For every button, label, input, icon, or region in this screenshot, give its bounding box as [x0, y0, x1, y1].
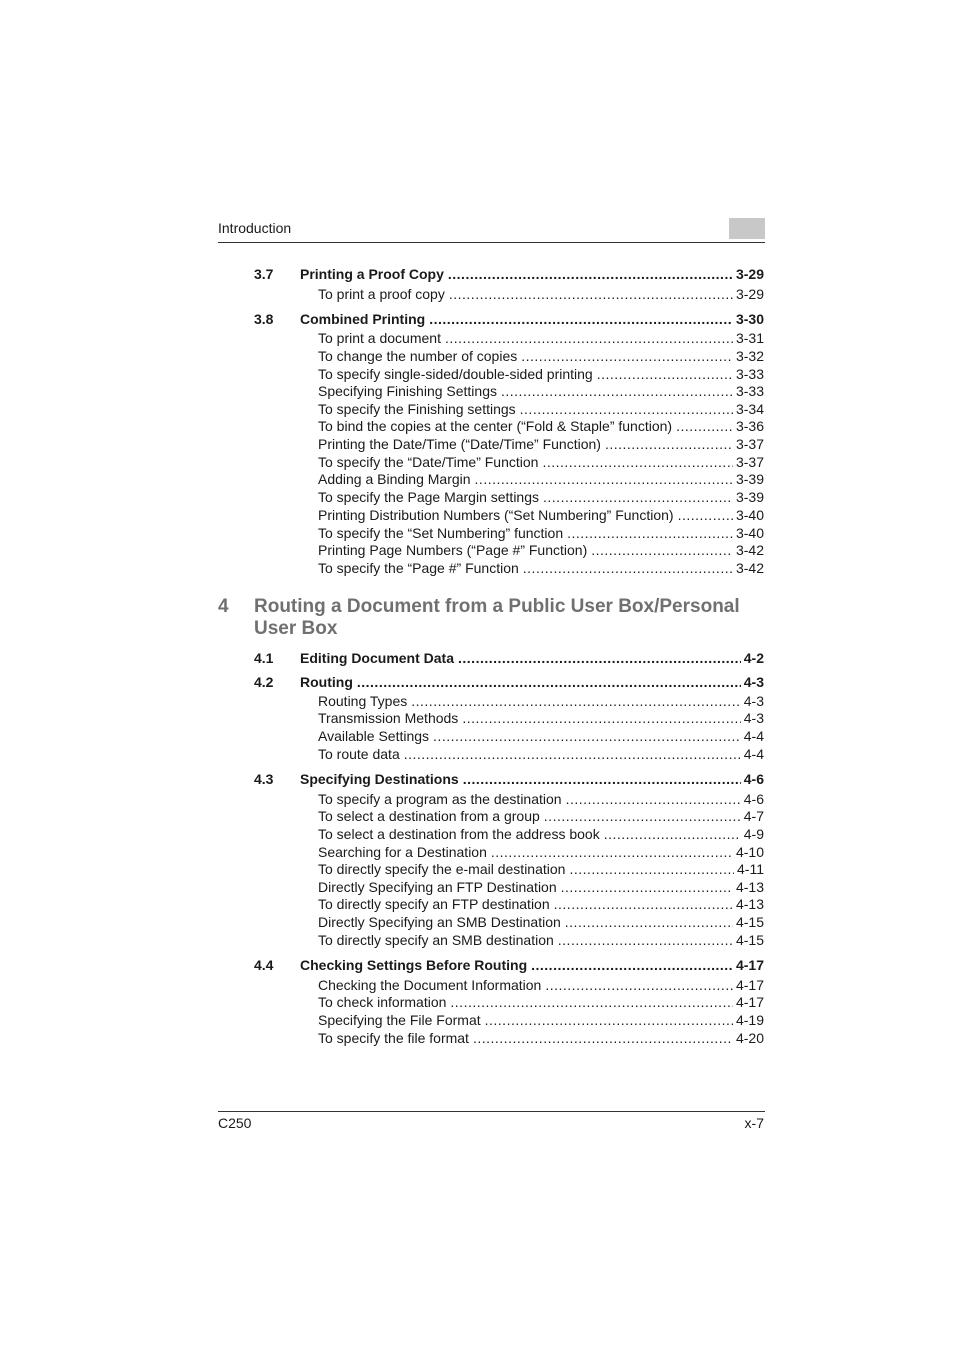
toc-dot-leader — [604, 826, 741, 843]
toc-page-number: 3-29 — [735, 286, 764, 302]
toc-subentry[interactable] — [318, 728, 764, 745]
toc-dot-leader — [605, 436, 733, 453]
toc-dot-leader — [542, 454, 733, 471]
toc-entry-title: To specify the “Set Numbering” function — [318, 525, 564, 541]
chapter-title-line-2: User Box — [254, 618, 338, 639]
toc-page-number: 3-31 — [735, 330, 764, 346]
toc-dot-leader — [491, 844, 733, 861]
toc-entry-title: To directly specify the e-mail destination — [318, 861, 566, 877]
toc-section-number: 4.4 — [254, 957, 274, 973]
toc-page-number: 3-33 — [735, 383, 764, 399]
toc-dot-leader — [591, 542, 733, 559]
toc-entry-title: Printing Distribution Numbers (“Set Numbering” Function) — [318, 507, 674, 523]
toc-page-number: 3-40 — [735, 525, 764, 541]
toc-dot-leader — [597, 366, 733, 383]
toc-dot-leader — [501, 383, 733, 400]
toc-page-number: 4-20 — [735, 1030, 764, 1046]
toc-dot-leader — [520, 401, 733, 418]
toc-page-number: 4-4 — [743, 728, 764, 744]
toc-subentry[interactable] — [318, 1012, 764, 1029]
toc-page-number: 3-37 — [735, 436, 764, 452]
toc-dot-leader — [448, 266, 733, 283]
toc-entry-title: Specifying Destinations — [300, 771, 459, 787]
toc-entry-title: Printing the Date/Time (“Date/Time” Function) — [318, 436, 601, 452]
toc-dot-leader — [433, 728, 741, 745]
toc-entry-title: Directly Specifying an FTP Destination — [318, 879, 557, 895]
toc-entry-title: To specify single-sided/double-sided printing — [318, 366, 593, 382]
header-title: Introduction — [218, 220, 292, 236]
toc-subentry[interactable] — [318, 525, 764, 542]
toc-dot-leader — [676, 418, 733, 435]
toc-dot-leader — [554, 896, 733, 913]
toc-entry-title: To specify the file format — [318, 1030, 469, 1046]
toc-page-number: 3-42 — [735, 560, 764, 576]
toc-dot-leader — [678, 507, 733, 524]
toc-page-number: 4-19 — [735, 1012, 764, 1028]
toc-section-entry[interactable] — [300, 674, 764, 691]
header-divider — [218, 242, 765, 243]
toc-subentry[interactable] — [318, 454, 764, 471]
toc-subentry[interactable] — [318, 507, 764, 524]
toc-entry-title: Routing Types — [318, 693, 408, 709]
toc-entry-title: Directly Specifying an SMB Destination — [318, 914, 561, 930]
toc-page-number: 4-6 — [743, 771, 764, 787]
toc-dot-leader — [531, 957, 733, 974]
header-tab-marker — [729, 218, 765, 239]
toc-section-entry[interactable] — [300, 771, 764, 788]
toc-entry-title: To specify the Finishing settings — [318, 401, 516, 417]
toc-page-number: 3-34 — [735, 401, 764, 417]
toc-subentry[interactable] — [318, 436, 764, 453]
toc-page-number: 3-29 — [735, 266, 764, 282]
toc-dot-leader — [462, 710, 740, 727]
toc-page-number: 4-15 — [735, 932, 764, 948]
toc-section-entry[interactable] — [300, 311, 764, 328]
toc-subentry[interactable] — [318, 861, 764, 878]
toc-dot-leader — [567, 525, 733, 542]
toc-page-number: 4-13 — [735, 879, 764, 895]
toc-page-number: 4-3 — [743, 710, 764, 726]
toc-page-number: 4-9 — [743, 826, 764, 842]
toc-dot-leader — [475, 471, 733, 488]
toc-page-number: 3-39 — [735, 471, 764, 487]
toc-subentry[interactable] — [318, 418, 764, 435]
toc-subentry[interactable] — [318, 542, 764, 559]
toc-subentry[interactable] — [318, 330, 764, 347]
toc-subentry[interactable] — [318, 791, 764, 808]
toc-entry-title: Checking Settings Before Routing — [300, 957, 528, 973]
toc-subentry[interactable] — [318, 844, 764, 861]
toc-page-number: 3-30 — [735, 311, 764, 327]
toc-entry-title: Adding a Binding Margin — [318, 471, 471, 487]
chapter-title — [254, 596, 764, 640]
toc-entry-title: To route data — [318, 746, 400, 762]
toc-dot-leader — [523, 560, 733, 577]
toc-entry-title: To directly specify an SMB destination — [318, 932, 554, 948]
toc-entry-title: Printing Page Numbers (“Page #” Function) — [318, 542, 588, 558]
toc-dot-leader — [561, 879, 733, 896]
toc-subentry[interactable] — [318, 348, 764, 365]
toc-dot-leader — [357, 674, 741, 691]
toc-entry-title: To specify the “Date/Time” Function — [318, 454, 539, 470]
toc-entry-title: Combined Printing — [300, 311, 426, 327]
toc-subentry[interactable] — [318, 879, 764, 896]
toc-page-number: 4-7 — [743, 808, 764, 824]
toc-subentry[interactable] — [318, 489, 764, 506]
toc-subentry[interactable] — [318, 746, 764, 763]
toc-entry-title: Available Settings — [318, 728, 430, 744]
toc-subentry[interactable] — [318, 1030, 764, 1047]
toc-entry-title: Transmission Methods — [318, 710, 459, 726]
toc-dot-leader — [545, 977, 733, 994]
toc-dot-leader — [463, 771, 741, 788]
toc-page-number: 3-40 — [735, 507, 764, 523]
toc-subentry[interactable] — [318, 693, 764, 710]
toc-entry-title: To directly specify an FTP destination — [318, 896, 550, 912]
toc-dot-leader — [404, 746, 741, 763]
toc-entry-title: To specify a program as the destination — [318, 791, 562, 807]
toc-subentry[interactable] — [318, 286, 764, 303]
toc-subentry[interactable] — [318, 994, 764, 1011]
toc-page-number: 4-3 — [743, 674, 764, 690]
toc-subentry[interactable] — [318, 560, 764, 577]
toc-subentry[interactable] — [318, 401, 764, 418]
toc-page-number: 4-6 — [743, 791, 764, 807]
toc-entry-title: To print a proof copy — [318, 286, 445, 302]
toc-entry-title: To bind the copies at the center (“Fold & Staple” function) — [318, 418, 673, 434]
toc-page-number: 4-4 — [743, 746, 764, 762]
toc-section-number: 3.7 — [254, 266, 274, 282]
toc-entry-title: Specifying the File Format — [318, 1012, 481, 1028]
toc-page-number: 4-17 — [735, 957, 764, 973]
chapter-title-line-1: Routing a Document from a Public User Box/Personal — [254, 596, 740, 617]
toc-entry-title: Checking the Document Information — [318, 977, 542, 993]
toc-dot-leader — [429, 311, 733, 328]
toc-dot-leader — [411, 693, 741, 710]
toc-dot-leader — [565, 914, 733, 931]
toc-section-entry[interactable] — [300, 957, 764, 974]
toc-entry-title: To select a destination from the address book — [318, 826, 600, 842]
toc-page-number: 3-36 — [735, 418, 764, 434]
toc-page-number: 4-11 — [737, 861, 764, 877]
toc-subentry[interactable] — [318, 914, 764, 931]
toc-dot-leader — [450, 994, 733, 1011]
toc-entry-title: To check information — [318, 994, 447, 1010]
toc-subentry[interactable] — [318, 932, 764, 949]
toc-page-number: 4-3 — [743, 693, 764, 709]
toc-dot-leader — [521, 348, 733, 365]
toc-page-number: 4-15 — [735, 914, 764, 930]
toc-page-number: 3-42 — [735, 542, 764, 558]
toc-page-number: 4-17 — [735, 977, 764, 993]
toc-page-number: 3-33 — [735, 366, 764, 382]
toc-entry-title: Searching for a Destination — [318, 844, 487, 860]
toc-dot-leader — [558, 932, 733, 949]
toc-entry-title: To specify the “Page #” Function — [318, 560, 519, 576]
toc-subentry[interactable] — [318, 471, 764, 488]
toc-subentry[interactable] — [318, 977, 764, 994]
toc-page-number: 4-10 — [735, 844, 764, 860]
toc-dot-leader — [445, 330, 733, 347]
toc-entry-title: Editing Document Data — [300, 650, 455, 666]
chapter-number: 4 — [218, 596, 229, 617]
toc-page-number: 4-2 — [743, 650, 764, 666]
footer-model: C250 — [218, 1115, 252, 1131]
toc-subentry[interactable] — [318, 710, 764, 727]
toc-section-number: 4.3 — [254, 771, 274, 787]
footer-page-number: x-7 — [744, 1115, 764, 1131]
footer-divider — [218, 1111, 765, 1112]
toc-page-number: 3-37 — [735, 454, 764, 470]
toc-section-number: 4.1 — [254, 650, 274, 666]
toc-subentry[interactable] — [318, 383, 764, 400]
toc-subentry[interactable] — [318, 366, 764, 383]
toc-entry-title: To print a document — [318, 330, 441, 346]
toc-entry-title: Printing a Proof Copy — [300, 266, 444, 282]
toc-subentry[interactable] — [318, 896, 764, 913]
toc-page-number: 3-32 — [735, 348, 764, 364]
toc-page-number: 4-17 — [735, 994, 764, 1010]
toc-dot-leader — [566, 791, 741, 808]
toc-dot-leader — [485, 1012, 733, 1029]
toc-entry-title: Routing — [300, 674, 353, 690]
toc-entry-title: To specify the Page Margin settings — [318, 489, 540, 505]
toc-subentry[interactable] — [318, 826, 764, 843]
toc-dot-leader — [473, 1030, 733, 1047]
toc-page-number: 3-39 — [735, 489, 764, 505]
toc-entry-title: To change the number of copies — [318, 348, 518, 364]
toc-subentry[interactable] — [318, 808, 764, 825]
toc-dot-leader — [569, 861, 734, 878]
toc-dot-leader — [543, 489, 733, 506]
toc-section-entry[interactable] — [300, 266, 764, 283]
toc-dot-leader — [449, 286, 733, 303]
toc-entry-title: Specifying Finishing Settings — [318, 383, 497, 399]
toc-dot-leader — [544, 808, 741, 825]
toc-dot-leader — [458, 650, 741, 667]
toc-page-number: 4-13 — [735, 896, 764, 912]
toc-section-number: 4.2 — [254, 674, 274, 690]
toc-section-number: 3.8 — [254, 311, 274, 327]
toc-entry-title: To select a destination from a group — [318, 808, 540, 824]
toc-section-entry[interactable] — [300, 650, 764, 667]
